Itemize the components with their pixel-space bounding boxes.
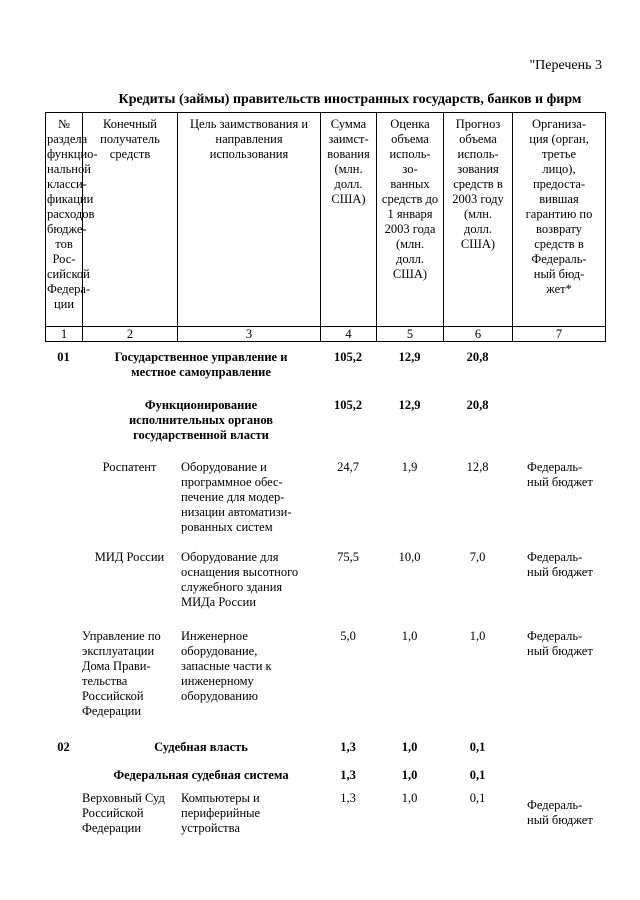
sum-value: 5,0 <box>340 629 356 643</box>
estimate-value: 1,0 <box>401 791 418 805</box>
guarantor: Федераль- ный бюджет <box>527 798 593 827</box>
forecast-value: 0,1 <box>469 740 486 754</box>
estimate-value: 1,0 <box>401 629 418 643</box>
header-section-number: № раздела функцио- нальной класси- фикации расходов бюдже- тов Рос- сийской Федера- ции <box>46 113 83 327</box>
section-code: 02 <box>57 740 70 754</box>
forecast-value: 1,0 <box>469 629 486 643</box>
header-purpose: Цель заимствования и направления использования <box>178 113 321 327</box>
sum-value: 1,3 <box>340 768 356 782</box>
header-recipient: Конечный получатель средств <box>83 113 178 327</box>
guarantor: Федераль- ный бюджет <box>527 550 593 579</box>
sum-value: 1,3 <box>340 791 356 805</box>
column-number: 3 <box>178 327 321 342</box>
sum-value: 75,5 <box>337 550 359 564</box>
column-number: 7 <box>513 327 606 342</box>
estimate-value: 1,9 <box>401 460 418 474</box>
section-name: Государственное управление и местное самоуправление <box>114 350 288 379</box>
forecast-value: 12,8 <box>466 460 489 474</box>
sum-value: 105,2 <box>333 350 363 364</box>
column-number: 5 <box>377 327 444 342</box>
column-number: 4 <box>321 327 377 342</box>
forecast-value: 0,1 <box>469 791 486 805</box>
list-label: "Перечень 3 <box>529 58 602 73</box>
estimate-value: 12,9 <box>398 350 421 364</box>
estimate-value: 10,0 <box>398 550 421 564</box>
purpose: Оборудование и программное обес- печение для модер- низации автоматизи- рованных систем <box>181 460 292 534</box>
recipient: Управление по эксплуатации Дома Прави- тельства Российской Федерации <box>82 629 161 718</box>
sum-value: 105,2 <box>333 398 363 412</box>
purpose: Компьютеры и периферийные устройства <box>181 791 261 835</box>
estimate-value: 1,0 <box>401 768 418 782</box>
section-code: 01 <box>57 350 70 364</box>
header-forecast: Прогноз объема исполь- зования средств в 2003 году (млн. долл. США) <box>444 113 513 327</box>
forecast-value: 7,0 <box>469 550 486 564</box>
header-sum: Сумма заимст- вования (млн. долл. США) <box>321 113 377 327</box>
header-estimate: Оценка объема исполь- зо- ванных средств до 1 января 2003 года (млн. долл. США) <box>377 113 444 327</box>
guarantor: Федераль- ный бюджет <box>527 460 593 489</box>
column-number: 2 <box>83 327 178 342</box>
subsection-name: Функционирование исполнительных органов государственной власти <box>128 398 274 442</box>
recipient: Роспатент <box>102 460 157 474</box>
forecast-value: 20,8 <box>466 398 489 412</box>
estimate-value: 12,9 <box>398 398 421 412</box>
guarantor: Федераль- ный бюджет <box>527 629 593 658</box>
forecast-value: 20,8 <box>466 350 489 364</box>
recipient: Верховный Суд Российской Федерации <box>82 791 165 835</box>
recipient: МИД России <box>94 550 165 564</box>
document-title: Кредиты (займы) правительств иностранных государств, банков и фирм <box>118 92 582 107</box>
forecast-value: 0,1 <box>469 768 486 782</box>
purpose: Оборудование для оснащения высотного служебного здания МИДа России <box>181 550 299 609</box>
table-header <box>45 112 606 342</box>
section-name: Судебная власть <box>154 740 248 754</box>
estimate-value: 1,0 <box>401 740 418 754</box>
header-guarantor: Организа- ция (орган, третье лицо), предоста- вившая гарантию по возврату средств в Федераль- ный бюд- жет* <box>513 113 606 327</box>
sum-value: 1,3 <box>340 740 356 754</box>
column-number: 6 <box>444 327 513 342</box>
subsection-name: Федеральная судебная система <box>113 768 289 782</box>
purpose: Инженерное оборудование, запасные части к инженерному оборудованию <box>181 629 272 703</box>
column-number: 1 <box>46 327 83 342</box>
sum-value: 24,7 <box>337 460 359 474</box>
